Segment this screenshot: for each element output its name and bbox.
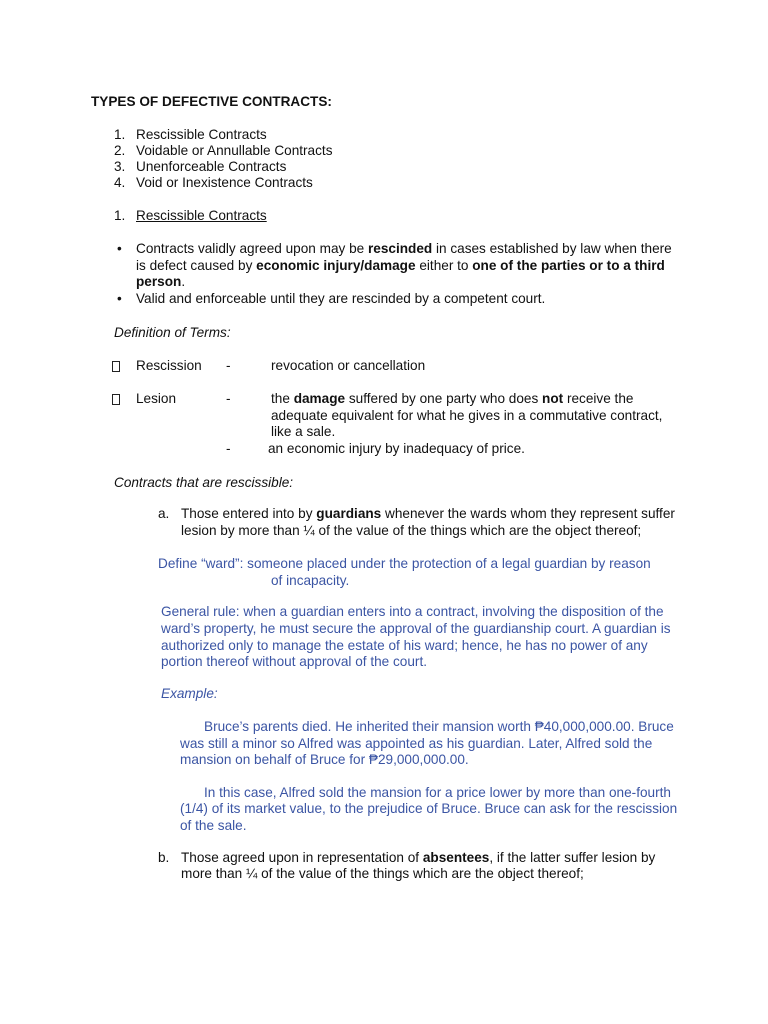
term-definition-line: adequate equivalent for what he gives in a commutative contract, (271, 408, 663, 423)
list-item (114, 158, 287, 175)
list-item (114, 142, 333, 159)
term-name: Rescission (136, 358, 202, 373)
term-dash: - (226, 441, 231, 456)
example-line: (1/4) of its market value, to the prejudice of Bruce. Bruce can ask for the rescission (180, 801, 678, 816)
list-number: 3. (114, 159, 126, 174)
example-label: Example: (161, 686, 218, 701)
term-name: Lesion (136, 391, 177, 406)
bullet-text-line: is defect caused by economic injury/damage either to one of the parties or to a third (136, 258, 665, 273)
example-line: mansion on behalf of Bruce for ₱29,000,000.00. (180, 752, 469, 767)
list-number: 1. (114, 127, 126, 142)
list-text: Void or Inexistence Contracts (136, 175, 313, 190)
term-definition: revocation or cancellation (271, 358, 426, 373)
item-text-line: more than ¼ of the value of the things which are the object thereof; (181, 866, 584, 881)
checkbox-square-icon (112, 361, 120, 372)
bullet-text-line: person. (136, 274, 186, 289)
example-line: was still a minor so Alfred was appointed as his guardian. Later, Alfred sold the (180, 736, 653, 751)
section-number: 1. (114, 208, 126, 223)
list-number: 2. (114, 143, 126, 158)
general-rule-line: ward’s property, he must secure the approval of the guardianship court. A guardian is (161, 621, 671, 636)
document-heading: TYPES OF DEFECTIVE CONTRACTS: (91, 94, 332, 109)
item-text-line: lesion by more than ¼ of the value of the things which are the object thereof; (181, 523, 642, 538)
list-item (114, 126, 267, 143)
ward-definition-line: of incapacity. (271, 573, 350, 588)
bullet-icon: • (117, 241, 122, 256)
item-letter: a. (158, 506, 170, 521)
checkbox-square-icon (112, 394, 120, 405)
bullet-icon: • (117, 291, 122, 306)
list-text: Voidable or Annullable Contracts (136, 143, 333, 158)
general-rule-line: authorized only to manage the estate of his ward; hence, he has no power of any (161, 638, 648, 653)
term-definition-line: like a sale. (271, 424, 336, 439)
ward-definition-line: Define “ward”: someone placed under the protection of a legal guardian by reason (158, 556, 651, 571)
item-letter: b. (158, 850, 170, 865)
example-line: of the sale. (180, 818, 247, 833)
section-heading (114, 207, 267, 224)
list-number: 4. (114, 175, 126, 190)
list-item (114, 174, 313, 191)
list-text: Rescissible Contracts (136, 127, 267, 142)
list-text: Unenforceable Contracts (136, 159, 287, 174)
general-rule-line: General rule: when a guardian enters into a contract, involving the disposition of the (161, 604, 664, 619)
term-definition: the damage suffered by one party who does not receive the (271, 391, 634, 406)
example-line: In this case, Alfred sold the mansion for a price lower by more than one-fourth (204, 785, 671, 800)
rescissible-label: Contracts that are rescissible: (114, 475, 294, 490)
term-dash: - (226, 358, 231, 373)
definitions-label: Definition of Terms: (114, 325, 231, 340)
general-rule-line: portion thereof without approval of the court. (161, 654, 427, 669)
item-text-line: Those agreed upon in representation of absentees, if the latter suffer lesion by (181, 850, 656, 865)
bullet-text-line: Valid and enforceable until they are rescinded by a competent court. (136, 291, 546, 306)
item-text-line: Those entered into by guardians whenever the wards whom they represent suffer (181, 506, 675, 521)
section-title: Rescissible Contracts (136, 208, 267, 223)
bullet-text-line: Contracts validly agreed upon may be rescinded in cases established by law when there (136, 241, 672, 256)
example-line: Bruce’s parents died. He inherited their mansion worth ₱40,000,000.00. Bruce (204, 719, 674, 734)
term-definition-line: an economic injury by inadequacy of price. (268, 441, 525, 456)
term-dash: - (226, 391, 231, 406)
